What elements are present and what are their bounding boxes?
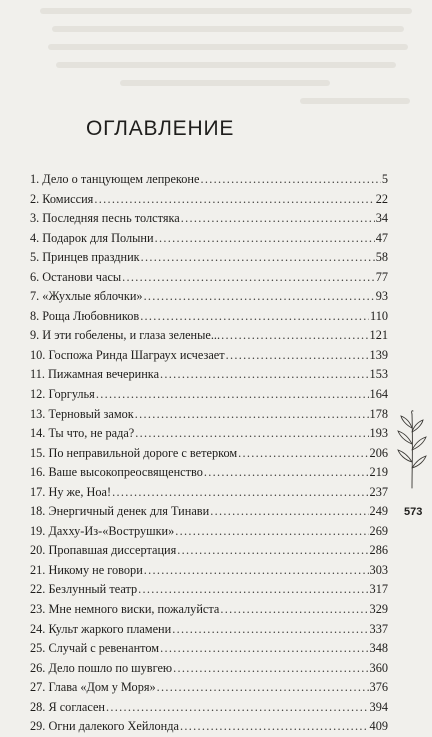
toc-entry: [30, 268, 388, 288]
toc-entry-page: 5: [381, 172, 388, 186]
toc-entry: [30, 483, 388, 503]
toc-entry: [30, 248, 388, 268]
toc-entry-page: 193: [369, 426, 388, 441]
dot-leader: [122, 268, 375, 288]
dot-leader: [226, 346, 369, 366]
toc-entry-title: 19. Дахху-Из-«Вострушки»: [30, 523, 175, 538]
dot-leader: [173, 659, 368, 679]
dot-leader: [160, 639, 368, 659]
toc-entry-page: 153: [369, 367, 388, 382]
toc-entry: [30, 561, 388, 581]
toc-entry-title: 24. Культ жаркого пламени: [30, 621, 172, 636]
page-number: 573: [404, 506, 423, 518]
dot-leader: [238, 444, 368, 464]
dot-leader: [141, 248, 375, 268]
toc-entry-page: 22: [375, 191, 388, 206]
toc-entry: [30, 620, 388, 640]
toc-heading: ОГЛАВЛЕНИЕ: [86, 117, 235, 140]
toc-entry-title: 20. Пропавшая диссертация: [30, 543, 177, 558]
toc-entry-title: 21. Никому не говори: [30, 562, 143, 577]
toc-entry: [30, 698, 388, 718]
toc-entry-title: 17. Ну же, Ноа!: [30, 484, 112, 499]
toc-entry-page: 317: [369, 582, 388, 597]
dot-leader: [138, 580, 368, 600]
toc-entry-page: 348: [369, 641, 388, 656]
toc-entry-title: 14. Ты что, не рада?: [30, 426, 135, 441]
toc-entry: [30, 717, 388, 737]
dot-leader: [135, 405, 369, 425]
toc-entry-title: 5. Принцев праздник: [30, 250, 140, 265]
toc-entry: [30, 365, 388, 385]
dot-leader: [181, 209, 375, 229]
toc-entry-page: 139: [369, 347, 388, 362]
toc-entry-title: 27. Глава «Дом у Моря»: [30, 680, 156, 695]
toc-entry-page: 409: [369, 719, 388, 734]
toc-entry: [30, 346, 388, 366]
toc-entry-title: 18. Энергичный денек для Тинави: [30, 504, 210, 519]
toc-entry-page: 249: [369, 504, 388, 519]
toc-entry-title: 25. Случай с ревенантом: [30, 641, 160, 656]
toc-entry-page: 394: [369, 699, 388, 714]
toc-entry: [30, 678, 388, 698]
toc-entry-title: 29. Огни далекого Хейлонда: [30, 719, 179, 734]
toc-entry-title: 2. Комиссия: [30, 191, 94, 206]
toc-entry: [30, 287, 388, 307]
dot-leader: [106, 698, 369, 718]
dot-leader: [96, 385, 369, 405]
toc-entry-page: 121: [369, 328, 388, 343]
dot-leader: [157, 678, 369, 698]
dot-leader: [172, 620, 368, 640]
toc-entry: [30, 502, 388, 522]
toc-entry-page: 77: [375, 269, 388, 284]
toc-entry: [30, 209, 388, 229]
toc-entry-title: 6. Останови часы: [30, 269, 122, 284]
toc-entry: [30, 600, 388, 620]
show-through-text: [0, 0, 432, 125]
dot-leader: [180, 717, 369, 737]
dot-leader: [204, 463, 369, 483]
toc-entry: [30, 463, 388, 483]
toc-entry-page: 93: [375, 289, 388, 304]
toc-entry-title: 23. Мне немного виски, пожалуйста: [30, 602, 220, 617]
toc-entry-page: 47: [375, 230, 388, 245]
toc-entry: [30, 522, 388, 542]
toc-entry: [30, 424, 388, 444]
toc-entry: [30, 580, 388, 600]
toc-entry-title: 10. Госпожа Ринда Шаграух исчезает: [30, 347, 225, 362]
toc-entry-page: 337: [369, 621, 388, 636]
toc-entry-title: 9. И эти гобелены, и глаза зеленые...: [30, 328, 221, 343]
toc-entry: [30, 326, 388, 346]
toc-entry-page: 34: [375, 211, 388, 226]
dot-leader: [144, 561, 369, 581]
toc-entry-page: 178: [369, 406, 388, 421]
dot-leader: [177, 541, 368, 561]
toc-entry-title: 4. Подарок для Полыни: [30, 230, 154, 245]
toc-entry-title: 26. Дело пошло по шувгею: [30, 660, 173, 675]
toc-entry-title: 15. По неправильной дороге с ветерком: [30, 445, 238, 460]
toc-entry-page: 286: [369, 543, 388, 558]
toc-entry-page: 58: [375, 250, 388, 265]
toc-entry-title: 7. «Жухлые яблочки»: [30, 289, 143, 304]
toc-entry: [30, 639, 388, 659]
dot-leader: [112, 483, 368, 503]
leaf-sprig-icon: [392, 410, 432, 490]
toc-entry: [30, 541, 388, 561]
dot-leader: [160, 365, 369, 385]
toc-entry-page: 329: [369, 602, 388, 617]
dot-leader: [155, 229, 375, 249]
toc-entry-title: 1. Дело о танцующем лепреконе: [30, 172, 200, 186]
dot-leader: [135, 424, 368, 444]
dot-leader: [220, 600, 368, 620]
toc-entry-page: 360: [369, 660, 388, 675]
toc-entry-title: 12. Горгулья: [30, 387, 95, 402]
toc-entry-title: 22. Безлунный театр: [30, 582, 138, 597]
dot-leader: [144, 287, 375, 307]
toc-entry: [30, 170, 388, 190]
toc-entry-page: 206: [369, 445, 388, 460]
dot-leader: [200, 170, 380, 190]
dot-leader: [140, 307, 369, 327]
toc-entry-page: 376: [369, 680, 388, 695]
toc-entry-page: 269: [369, 523, 388, 538]
toc-entry: [30, 229, 388, 249]
toc-entry-page: 237: [369, 484, 388, 499]
dot-leader: [210, 502, 368, 522]
toc-entry-page: 303: [369, 562, 388, 577]
dot-leader: [94, 190, 374, 210]
toc-entry: [30, 190, 388, 210]
toc-entry-page: 164: [369, 387, 388, 402]
dot-leader: [175, 522, 368, 542]
toc-entry-title: 16. Ваше высокопреосвященство: [30, 465, 203, 480]
toc-entry-title: 3. Последняя песнь толстяка: [30, 211, 180, 226]
toc-entry-title: 28. Я согласен: [30, 699, 105, 714]
toc-entry-title: 13. Терновый замок: [30, 406, 134, 421]
toc-entry-title: 11. Пижамная вечеринка: [30, 367, 160, 382]
toc-entry: [30, 444, 388, 464]
toc-entry-page: 110: [370, 308, 388, 323]
toc-entry: [30, 307, 388, 327]
toc-entry: [30, 659, 388, 679]
toc-entry: [30, 385, 388, 405]
toc-entry: [30, 405, 388, 425]
toc-entry-title: 8. Роща Любовников: [30, 308, 140, 323]
toc-entry-page: 219: [369, 465, 388, 480]
toc-list: [30, 170, 388, 737]
dot-leader: [221, 326, 368, 346]
